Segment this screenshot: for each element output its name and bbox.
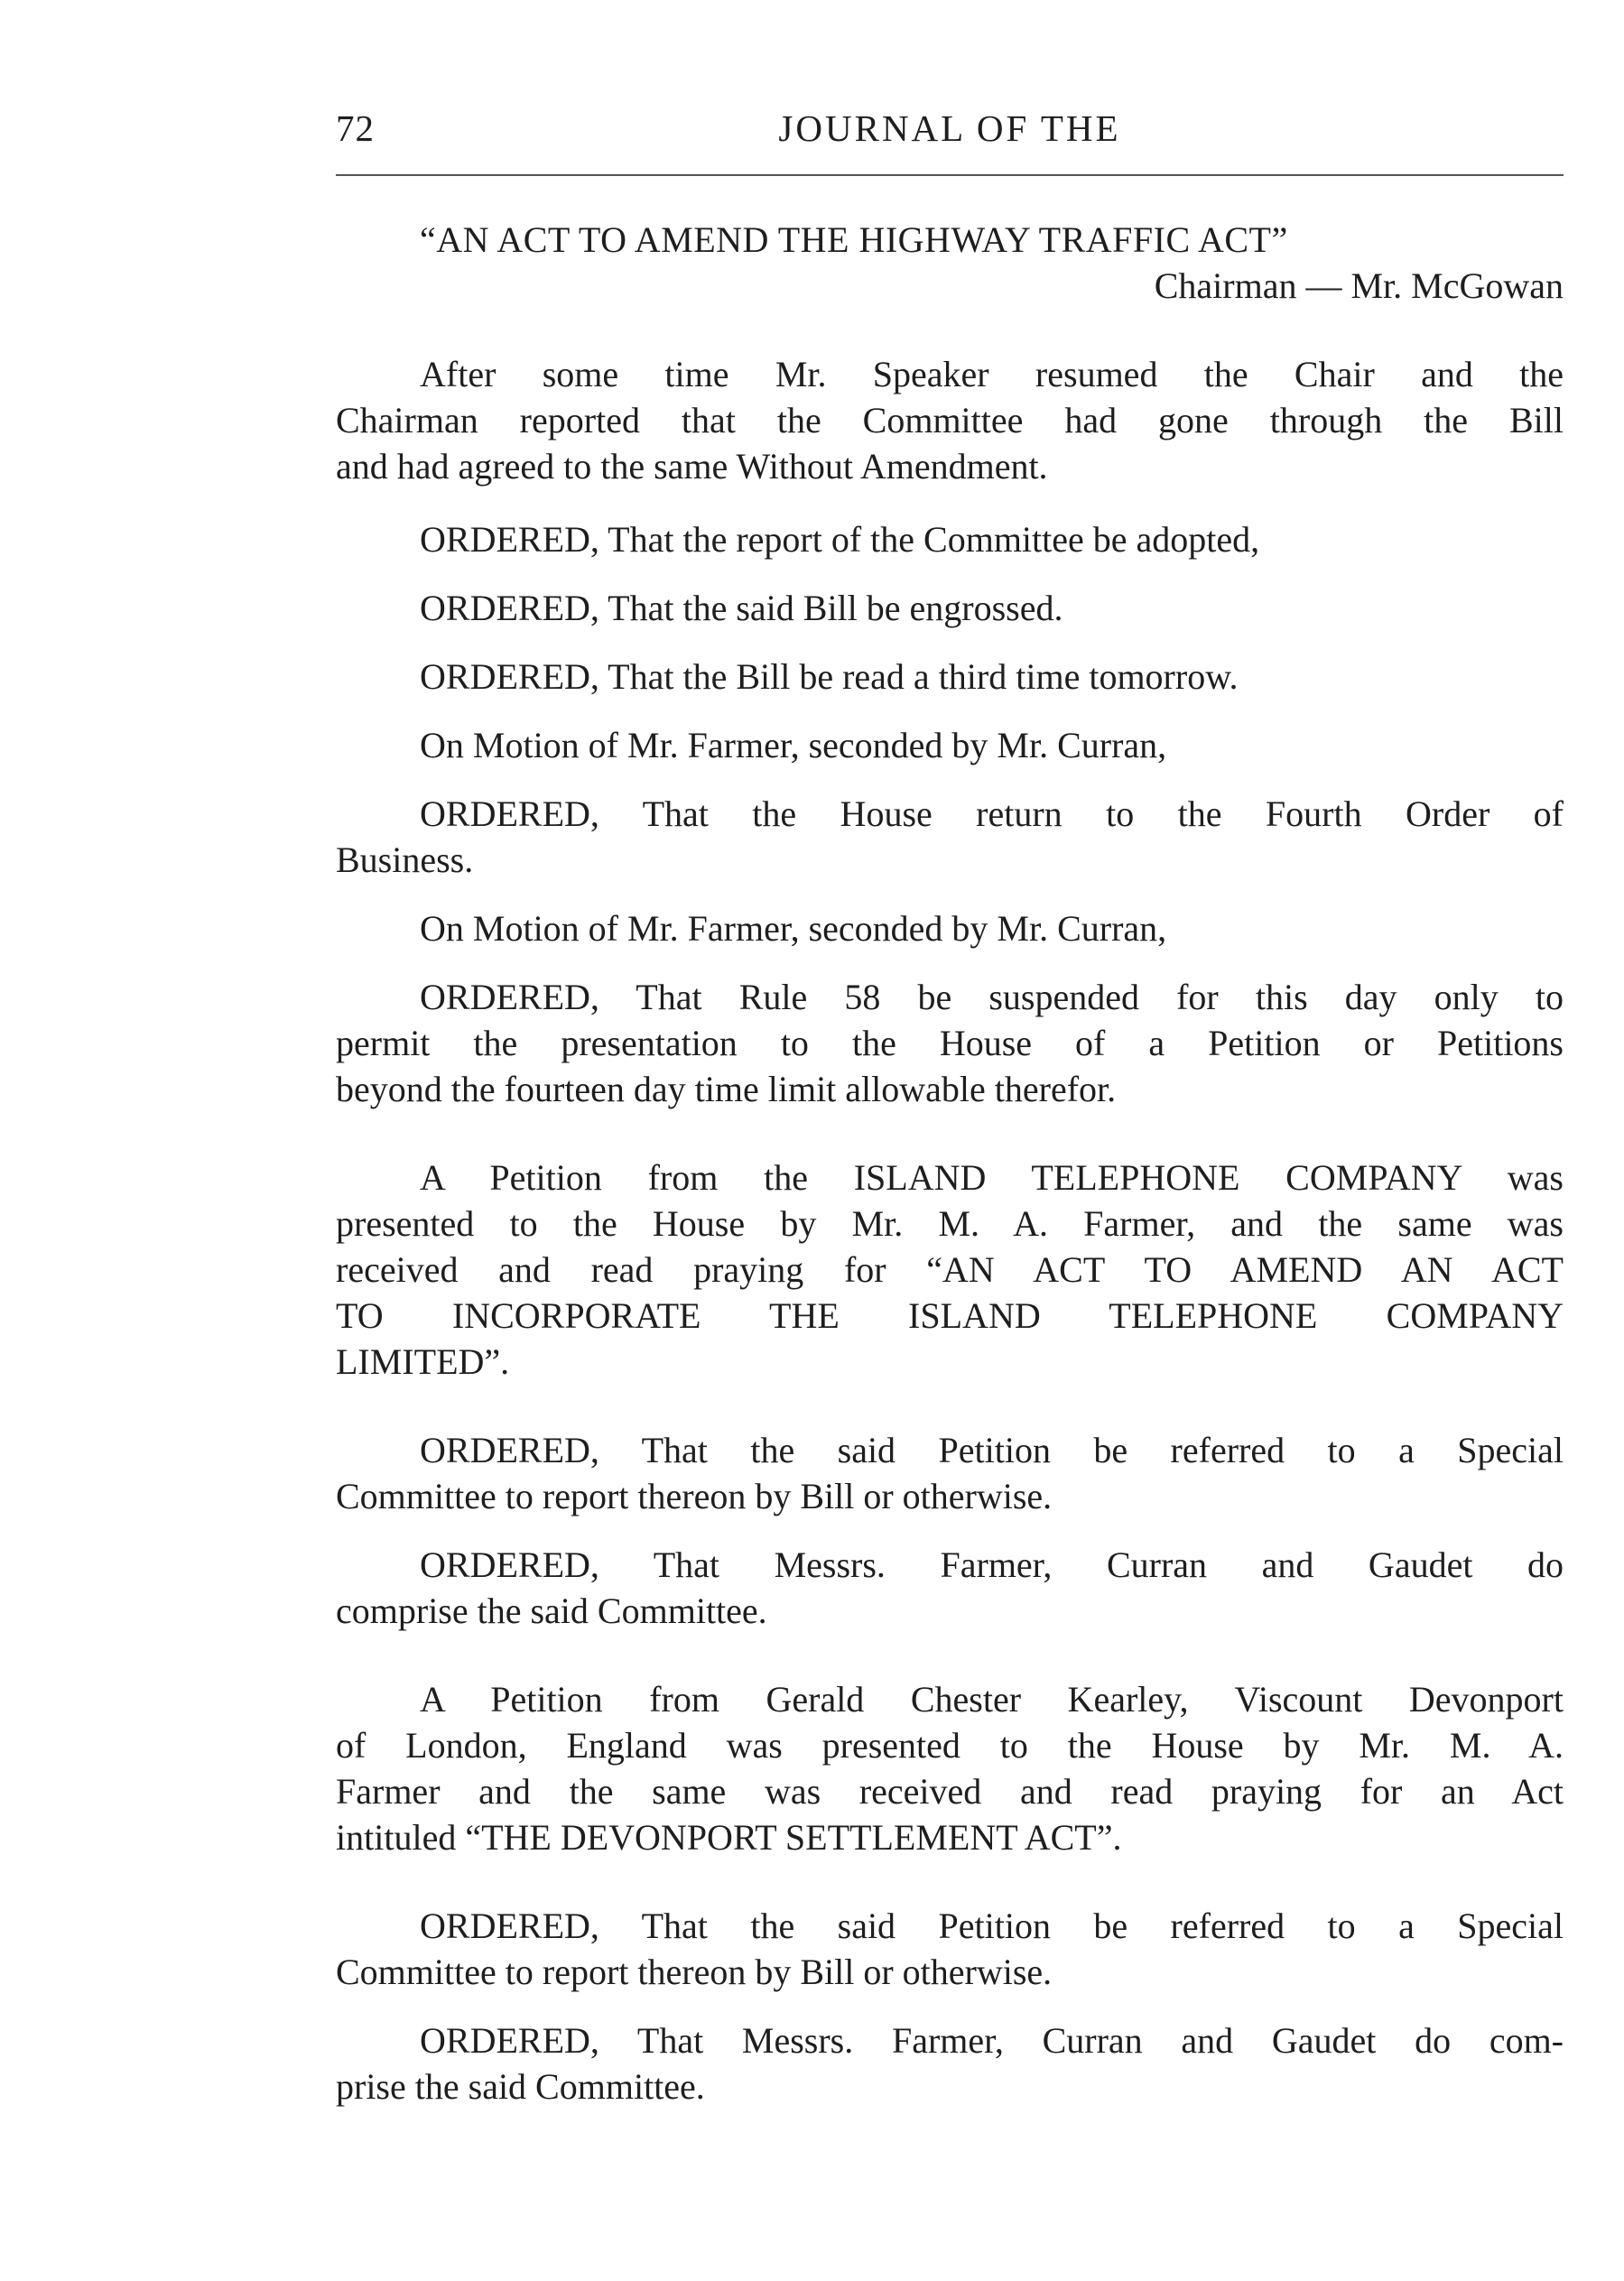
paragraph-line: permit the presentation to the House of a Petition or Petitions <box>336 1023 1564 1063</box>
paragraph-line: Committee to report thereon by Bill or otherwise. <box>336 1476 1053 1516</box>
paragraph-line: ORDERED, That the said Bill be engrossed. <box>420 588 1063 628</box>
paragraph-line: presented to the House by Mr. M. A. Farmer, and the same was <box>336 1203 1564 1244</box>
island-telephone-petition <box>336 1154 1564 1385</box>
ordered-special-committee-1 <box>336 1427 1564 1519</box>
ordered-committee-members-2 <box>336 2017 1564 2109</box>
motion-paragraph-2 <box>336 905 1564 951</box>
page-header <box>336 107 1564 161</box>
ordered-third-reading <box>336 654 1564 700</box>
ordered-special-committee-2 <box>336 1903 1564 1995</box>
ordered-committee-members-1 <box>336 1542 1564 1634</box>
paragraph-line: ORDERED, That the Bill be read a third time tomorrow. <box>420 656 1239 697</box>
paragraph-line: beyond the fourteen day time limit allowable therefor. <box>336 1069 1117 1109</box>
ordered-report-adopted <box>336 516 1564 562</box>
paragraph-line: A Petition from Gerald Chester Kearley, Viscount Devonport <box>420 1679 1564 1720</box>
paragraph-line: ORDERED, That the report of the Committee be adopted, <box>420 519 1260 560</box>
chairman-line: Chairman — Mr. McGowan <box>1154 265 1564 306</box>
paragraph-line: ORDERED, That the said Petition be referred to a Special <box>420 1430 1564 1470</box>
paragraph-line: Business. <box>336 839 474 880</box>
paragraph-line: On Motion of Mr. Farmer, seconded by Mr. Curran, <box>420 725 1167 765</box>
motion-paragraph-1 <box>336 722 1564 768</box>
running-head: JOURNAL OF THE <box>778 107 1121 149</box>
paragraph-line: ORDERED, That Messrs. Farmer, Curran and Gaudet do com- <box>420 2020 1564 2061</box>
paragraph-line: of London, England was presented to the House by Mr. M. A. <box>336 1725 1564 1766</box>
paragraph-line: LIMITED”. <box>336 1341 510 1382</box>
paragraph-line: ORDERED, That Messrs. Farmer, Curran and Gaudet do <box>420 1544 1564 1585</box>
bill-title-block <box>336 217 1564 309</box>
paragraph-line: Chairman reported that the Committee had gone through the Bill <box>336 400 1564 440</box>
header-rule <box>336 174 1564 176</box>
ordered-rule-58 <box>336 974 1564 1112</box>
page-number: 72 <box>336 107 375 149</box>
paragraph-line: Farmer and the same was received and read praying for an Act <box>336 1771 1564 1812</box>
paragraph-line: ORDERED, That the House return to the Fourth Order of <box>420 793 1564 834</box>
paragraph-line: On Motion of Mr. Farmer, seconded by Mr. Curran, <box>420 908 1167 949</box>
paragraph-line: comprise the said Committee. <box>336 1590 767 1631</box>
paragraph-line: ORDERED, That Rule 58 be suspended for this day only to <box>420 977 1564 1017</box>
ordered-bill-engrossed <box>336 585 1564 631</box>
paragraph-line: and had agreed to the same Without Amendment. <box>336 446 1048 487</box>
paragraph-line: received and read praying for “AN ACT TO AMEND AN ACT <box>336 1249 1564 1290</box>
paragraph-line: intituled “THE DEVONPORT SETTLEMENT ACT”. <box>336 1817 1122 1858</box>
bill-title: “AN ACT TO AMEND THE HIGHWAY TRAFFIC ACT” <box>420 219 1288 260</box>
paragraph-line: After some time Mr. Speaker resumed the Chair and the <box>420 354 1564 394</box>
paragraph-line: ORDERED, That the said Petition be referred to a Special <box>420 1905 1564 1946</box>
paragraph-line: TO INCORPORATE THE ISLAND TELEPHONE COMPANY <box>336 1295 1564 1336</box>
devonport-petition <box>336 1676 1564 1860</box>
committee-report-paragraph <box>336 351 1564 489</box>
page-body <box>336 217 1564 2109</box>
paragraph-line: Committee to report thereon by Bill or otherwise. <box>336 1952 1053 1992</box>
paragraph-line: prise the said Committee. <box>336 2066 705 2107</box>
ordered-fourth-order <box>336 791 1564 883</box>
paragraph-line: A Petition from the ISLAND TELEPHONE COMPANY was <box>420 1157 1564 1198</box>
